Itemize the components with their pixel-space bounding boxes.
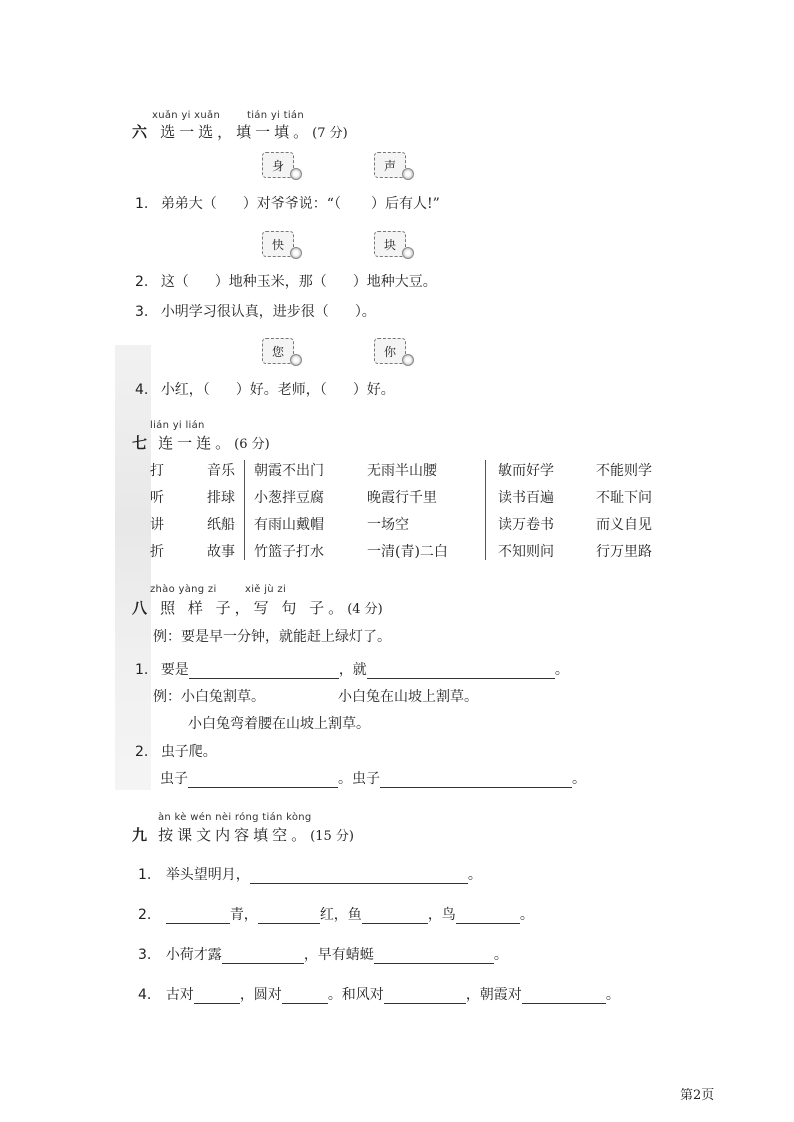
match-item[interactable]: 一场空 (367, 517, 409, 533)
match-item[interactable]: 打 (150, 463, 164, 479)
s6-pinyin-1: xuǎn yi xuǎn (152, 110, 221, 121)
s7-pinyin: lián yi lián (150, 420, 205, 431)
question-6-4 (135, 379, 395, 399)
answer-blank[interactable] (384, 987, 466, 1004)
section-number: 六 (132, 123, 148, 141)
question-text: 。虫子 (338, 771, 380, 787)
match-item[interactable]: 行万里路 (596, 544, 652, 560)
question-number: 4. (138, 987, 152, 1003)
example-1: 例：要是早一分钟，就能赶上绿灯了。 (153, 629, 391, 645)
question-text: ，朝霞对 (465, 987, 522, 1003)
section-8-header (132, 597, 383, 618)
s8-pinyin-1: zhào yàng zi (150, 584, 217, 595)
answer-blank[interactable] (194, 987, 240, 1004)
question-text: ，早有蜻蜓 (303, 947, 374, 963)
answer-blank[interactable] (258, 907, 320, 924)
question-text: ）地种玉米，那（ (214, 274, 327, 290)
match-item[interactable]: 纸船 (207, 517, 235, 533)
choice-card[interactable]: 身 (262, 152, 294, 178)
question-text: ）好。 (352, 382, 395, 398)
question-text: 。 (519, 907, 534, 923)
answer-blank[interactable] (188, 771, 338, 788)
question-number: 1. (138, 867, 152, 883)
match-item[interactable]: 而义自见 (596, 517, 652, 533)
question-text: ，鸟 (427, 907, 456, 923)
match-item[interactable]: 故事 (207, 544, 235, 560)
answer-blank[interactable] (456, 907, 520, 924)
match-item[interactable]: 朝霞不出门 (254, 463, 324, 479)
section-title: 照 样 子，写 句 子。 (160, 599, 348, 617)
question-number: 1. (135, 196, 149, 212)
section-number: 七 (132, 434, 148, 452)
question-9-1 (138, 864, 482, 884)
s9-pinyin: àn kè wén nèi róng tián kòng (158, 812, 312, 823)
question-text: 青， (229, 907, 258, 923)
question-text: 。 (605, 987, 620, 1003)
section-title: 按课文内容填空。 (158, 826, 311, 844)
answer-blank[interactable] (282, 987, 328, 1004)
divider (485, 460, 486, 560)
question-text: 小明学习很认真，进步很（ (160, 304, 329, 320)
question-text: ，圆对 (239, 987, 282, 1003)
question-text: 。 (467, 867, 482, 883)
match-item[interactable]: 竹篮子打水 (254, 544, 324, 560)
match-item[interactable]: 无雨半山腰 (367, 463, 437, 479)
answer-blank[interactable] (189, 662, 339, 679)
question-text: 。和风对 (327, 987, 384, 1003)
match-item[interactable]: 不耻下问 (596, 490, 652, 506)
question-text: 。 (554, 662, 569, 678)
match-item[interactable]: 排球 (207, 490, 235, 506)
section-9-header (132, 824, 354, 845)
question-9-3 (138, 944, 508, 964)
question-text: 虫子爬。 (160, 744, 217, 760)
match-item[interactable]: 读书百遍 (498, 490, 554, 506)
section-score: (4 分) (347, 602, 383, 617)
question-8-1 (135, 659, 569, 679)
section-score: (7 分) (312, 126, 348, 141)
question-text: 。 (572, 771, 586, 787)
question-6-2 (135, 271, 437, 291)
question-text: ，就 (338, 662, 367, 678)
answer-blank[interactable] (367, 662, 555, 679)
question-text: 小红，（ (160, 382, 210, 398)
match-item[interactable]: 一清(青)二白 (367, 544, 448, 560)
example-2: 例：小白兔割草。 (153, 689, 265, 705)
question-text: 这（ (160, 274, 189, 290)
section-6-header (132, 121, 348, 142)
question-text: ）后有人!” (370, 196, 440, 212)
section-7-header (132, 432, 270, 453)
choice-card[interactable]: 快 (262, 231, 294, 257)
answer-blank[interactable] (250, 867, 468, 884)
match-item[interactable]: 讲 (150, 517, 164, 533)
question-number: 1. (135, 662, 149, 678)
answer-blank[interactable] (380, 771, 572, 788)
choice-card[interactable]: 你 (374, 338, 406, 364)
question-text: 虫子 (160, 771, 188, 787)
choice-card[interactable]: 声 (374, 152, 406, 178)
match-item[interactable]: 折 (150, 544, 164, 560)
match-item[interactable]: 晚霞行千里 (367, 490, 437, 506)
question-number: 3. (138, 947, 152, 963)
question-8-2 (135, 741, 217, 761)
question-number: 2. (138, 907, 152, 923)
match-item[interactable]: 不知则问 (498, 544, 554, 560)
question-6-3 (135, 301, 376, 321)
match-item[interactable]: 听 (150, 490, 164, 506)
question-6-1 (135, 193, 440, 213)
question-text: 要是 (160, 662, 189, 678)
question-text: 举头望明月， (165, 867, 250, 883)
question-number: 2. (135, 744, 149, 760)
match-item[interactable]: 读万卷书 (498, 517, 554, 533)
question-number: 2. (135, 274, 149, 290)
question-text: 小荷才露 (165, 947, 222, 963)
section-number: 九 (132, 826, 148, 844)
match-item[interactable]: 敏而好学 (498, 463, 554, 479)
choice-card[interactable]: 您 (262, 338, 294, 364)
section-number: 八 (132, 599, 148, 617)
example-2-expanded-more: 小白兔弯着腰在山坡上割草。 (188, 716, 370, 732)
section-score: (15 分) (310, 829, 354, 844)
match-item[interactable]: 音乐 (207, 463, 235, 479)
answer-blank[interactable] (166, 907, 230, 924)
choice-card[interactable]: 块 (374, 231, 406, 257)
question-text: ）好。老师，（ (235, 382, 327, 398)
match-item[interactable]: 不能则学 (596, 463, 652, 479)
match-item[interactable]: 有雨山戴帽 (254, 517, 324, 533)
page-number: 第2页 (680, 1088, 715, 1103)
question-8-2-answer (160, 768, 586, 788)
answer-blank[interactable] (362, 907, 428, 924)
section-title: 选一选，填一填。 (160, 123, 313, 141)
answer-blank[interactable] (522, 987, 606, 1004)
question-number: 4. (135, 382, 149, 398)
question-text: 古对 (165, 987, 194, 1003)
section-title: 连一连。 (158, 434, 235, 452)
question-9-4 (138, 984, 620, 1004)
question-text: ）地种大豆。 (352, 274, 437, 290)
s8-pinyin-2: xiě jù zi (245, 584, 287, 595)
question-text: ）对爷爷说：“（ (242, 196, 341, 212)
question-text: 红，鱼 (319, 907, 362, 923)
question-9-2 (138, 904, 534, 924)
section-score: (6 分) (234, 437, 270, 452)
match-item[interactable]: 小葱拌豆腐 (254, 490, 324, 506)
side-watermark (115, 345, 151, 790)
answer-blank[interactable] (222, 947, 304, 964)
answer-blank[interactable] (374, 947, 494, 964)
divider (244, 460, 245, 560)
question-number: 3. (135, 304, 149, 320)
s6-pinyin-2: tián yi tián (247, 110, 304, 121)
example-2-expanded: 小白兔在山坡上割草。 (338, 689, 478, 705)
question-text: 弟弟大（ (160, 196, 217, 212)
question-text: 。 (493, 947, 508, 963)
question-text: ）。 (354, 304, 376, 320)
